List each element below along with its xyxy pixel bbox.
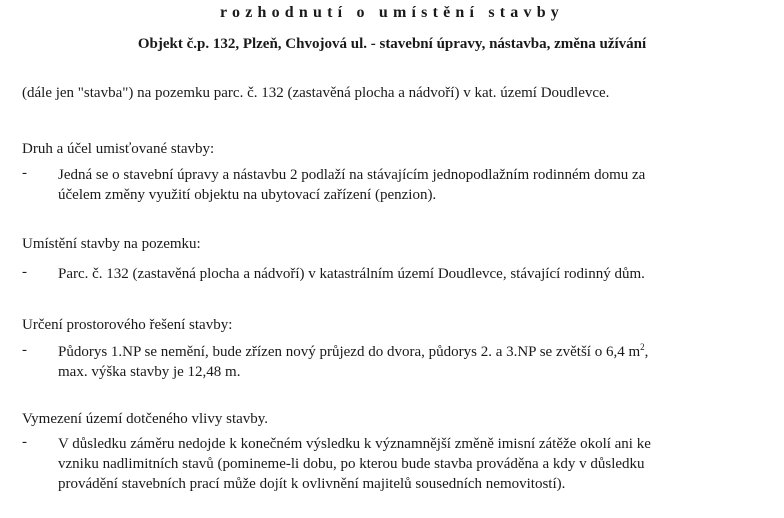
item-line-punct: , [644, 344, 649, 360]
list-dash: - [22, 434, 27, 450]
section-heading-placement: Umístění stavby na pozemku: [22, 236, 201, 252]
item-line: provádění stavebních prací může dojít k ovlivnění majitelů sousedních nemovitostí). [58, 476, 566, 492]
item-line: Jedná se o stavební úpravy a nástavbu 2 podlaží na stávajícím jednopodlažním rodinném domu za [58, 167, 646, 183]
item-line-text: Půdorys 1.NP se nemění, bude zřízen nový průjezd do dvora, půdorys 2. a 3.NP se zvětší o 6,4 m [58, 344, 641, 360]
list-dash: - [22, 264, 27, 280]
section-heading-type-purpose: Druh a účel umisťované stavby: [22, 141, 215, 157]
intro-paragraph: (dále jen "stavba") na pozemku parc. č. 132 (zastavěná plocha a nádvoří) v kat. území Doudlevce. [22, 85, 610, 101]
item-line [58, 342, 782, 362]
item-line: účelem změny využití objektu na ubytovací zařízení (penzion). [58, 187, 437, 203]
list-dash: - [22, 342, 27, 358]
item-line: V důsledku záměru nedojde k konečném výsledku k významnější změně imisní zátěže okolí ani ke [58, 436, 651, 452]
list-dash: - [22, 165, 27, 181]
document-title: rozhodnutí o umístění stavby [219, 4, 564, 21]
section-heading-affected-area: Vymezení území dotčeného vlivy stavby. [22, 411, 269, 427]
item-line: Parc. č. 132 (zastavěná plocha a nádvoří) v katastrálním území Doudlevce, stávající rodinný dům. [58, 266, 645, 282]
item-line: vzniku nadlimitních stavů (pomineme-li dobu, po kterou bude stavba prováděna a kdy v důsledku [58, 456, 645, 472]
document-subtitle: Objekt č.p. 132, Plzeň, Chvojová ul. - stavební úpravy, nástavba, změna užívání [137, 36, 647, 52]
superscript: 2 [640, 342, 645, 352]
section-heading-spatial: Určení prostorového řešení stavby: [22, 317, 233, 333]
item-line: max. výška stavby je 12,48 m. [58, 364, 241, 380]
